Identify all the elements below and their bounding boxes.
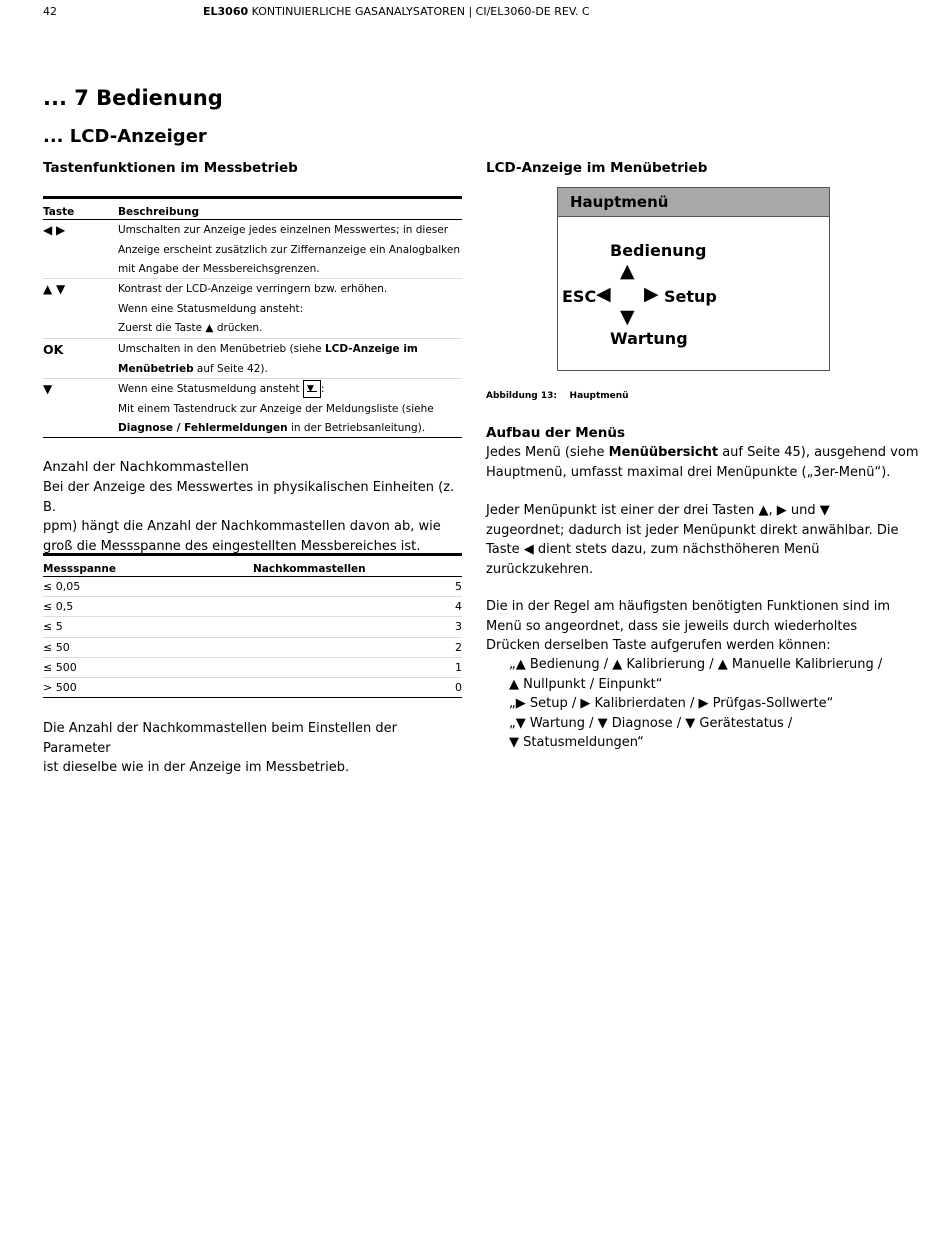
col-decimals: Nachkommastellen (253, 563, 366, 575)
desc-line: Umschalten zur Anzeige jedes einzelnen Messwertes; in dieser (118, 224, 449, 236)
col-span: Messspanne (43, 563, 116, 575)
table-row: ≤ 500 1 (43, 658, 462, 678)
desc-line: Umschalten in den Menübetrieb (siehe LCD-Anzeige im (118, 343, 418, 355)
chapter-title: ... 7 Bedienung (43, 86, 223, 110)
table-row (43, 339, 462, 379)
menus-paragraph-2: Jeder Menüpunkt ist einer der drei Tasten ▲, ▶ und ▼ zugeordnet; dadurch ist jeder Menüpunkt direkt anwählbar. Die Taste ◀ dient stets dazu, zum nächsthöheren Menü zurückzukehren. (486, 503, 899, 577)
keys-heading: Tastenfunktionen im Messbetrieb (43, 160, 298, 176)
col-key: Taste (43, 206, 75, 218)
decimals-heading: Anzahl der Nachkommastellen (43, 459, 249, 475)
decimals-table-header (43, 556, 462, 577)
arrow-up-icon: ▲ (620, 260, 635, 282)
lcd-right-label: Setup (664, 287, 717, 306)
decimals-table (43, 553, 462, 698)
figure-caption: Abbildung 13: Hauptmenü (486, 391, 629, 401)
desc-line: Mit einem Tastendruck zur Anzeige der Meldungsliste (siehe (118, 402, 434, 415)
table-row: ≤ 0,05 5 (43, 577, 462, 597)
desc-line: Menübetrieb auf Seite 42). (118, 362, 268, 375)
key-up-down: ▲ ▼ (43, 282, 66, 296)
table-row (43, 220, 462, 279)
status-message-icon (303, 380, 321, 398)
menu-examples (509, 655, 929, 753)
table-row: > 500 0 (43, 678, 462, 698)
table-row (43, 379, 462, 438)
col-description: Beschreibung (118, 206, 199, 218)
lcd-heading: LCD-Anzeige im Menübetrieb (486, 160, 708, 176)
lcd-down-label: Wartung (610, 329, 688, 348)
arrow-down-icon: ▼ (620, 306, 635, 328)
menus-paragraph-3: Die in der Regel am häufigsten benötigten Funktionen sind im Menü so angeordnet, dass sie jeweils durch wiederholtes Drücken derselben Taste aufgerufen werden können: (486, 599, 890, 653)
menus-heading: Aufbau der Menüs (486, 425, 626, 441)
keys-table-header (43, 199, 462, 220)
header-title: KONTINUIERLICHE GASANALYSATOREN | CI/EL3060-DE REV. C (251, 5, 590, 18)
list-item: ▼ Statusmeldungen“ (509, 735, 644, 750)
arrow-left-icon: ◀ (596, 283, 611, 305)
running-header (203, 5, 590, 18)
menus-paragraph-1: Jedes Menü (siehe Menüübersicht auf Seite 45), ausgehend vom Hauptmenü, umfasst maximal drei Menüpunkte („3er-Menü“). (486, 445, 919, 480)
desc-line: mit Angabe der Messbereichsgrenzen. (118, 263, 320, 275)
desc-line: Kontrast der LCD-Anzeige verringern bzw. erhöhen. (118, 283, 388, 295)
decimals-text: Bei der Anzeige des Messwertes in physikalischen Einheiten (z. B. ppm) hängt die Anzahl der Nachkommastellen davon ab, wie groß die Messspanne des eingestellten Messbereiches ist. (43, 480, 455, 554)
table-row: ≤ 5 3 (43, 617, 462, 637)
desc-line: Wenn eine Statusmeldung ansteht ▼: (118, 380, 462, 400)
page-number: 42 (43, 5, 57, 18)
desc-line: Anzeige erscheint zusätzlich zur Ziffernanzeige ein Analogbalken (118, 243, 460, 256)
list-item: „▶ Setup / ▶ Kalibrierdaten / ▶ Prüfgas-Sollwerte“ (509, 696, 834, 711)
product-name: EL3060 (203, 5, 249, 18)
lcd-title: Hauptmenü (558, 188, 829, 217)
closing-text: Die Anzahl der Nachkommastellen beim Einstellen der Parameter ist dieselbe wie in der Anzeige im Messbetrieb. (43, 721, 398, 775)
list-item: ▲ Nullpunkt / Einpunkt“ (509, 676, 663, 692)
arrow-right-icon: ▶ (644, 283, 659, 305)
desc-line: Diagnose / Fehlermeldungen in der Betriebsanleitung). (118, 422, 426, 434)
table-row: ≤ 50 2 (43, 638, 462, 658)
table-row: ≤ 0,5 4 (43, 597, 462, 617)
key-ok: OK (43, 342, 64, 357)
desc-line: Wenn eine Statusmeldung ansteht: (118, 302, 304, 315)
keys-table (43, 196, 462, 438)
section-title: ... LCD-Anzeiger (43, 126, 207, 147)
list-item: „▲ Bedienung / ▲ Kalibrierung / ▲ Manuelle Kalibrierung / (509, 657, 883, 672)
lcd-main-menu-figure (557, 187, 830, 371)
lcd-left-label: ESC (562, 287, 597, 306)
key-left-right: ◀ ▶ (43, 223, 66, 237)
key-down: ▼ (43, 382, 53, 396)
lcd-up-label: Bedienung (610, 241, 707, 260)
table-row (43, 279, 462, 339)
desc-line: Zuerst die Taste ▲ drücken. (118, 322, 263, 334)
list-item: „▼ Wartung / ▼ Diagnose / ▼ Gerätestatus / (509, 715, 793, 731)
